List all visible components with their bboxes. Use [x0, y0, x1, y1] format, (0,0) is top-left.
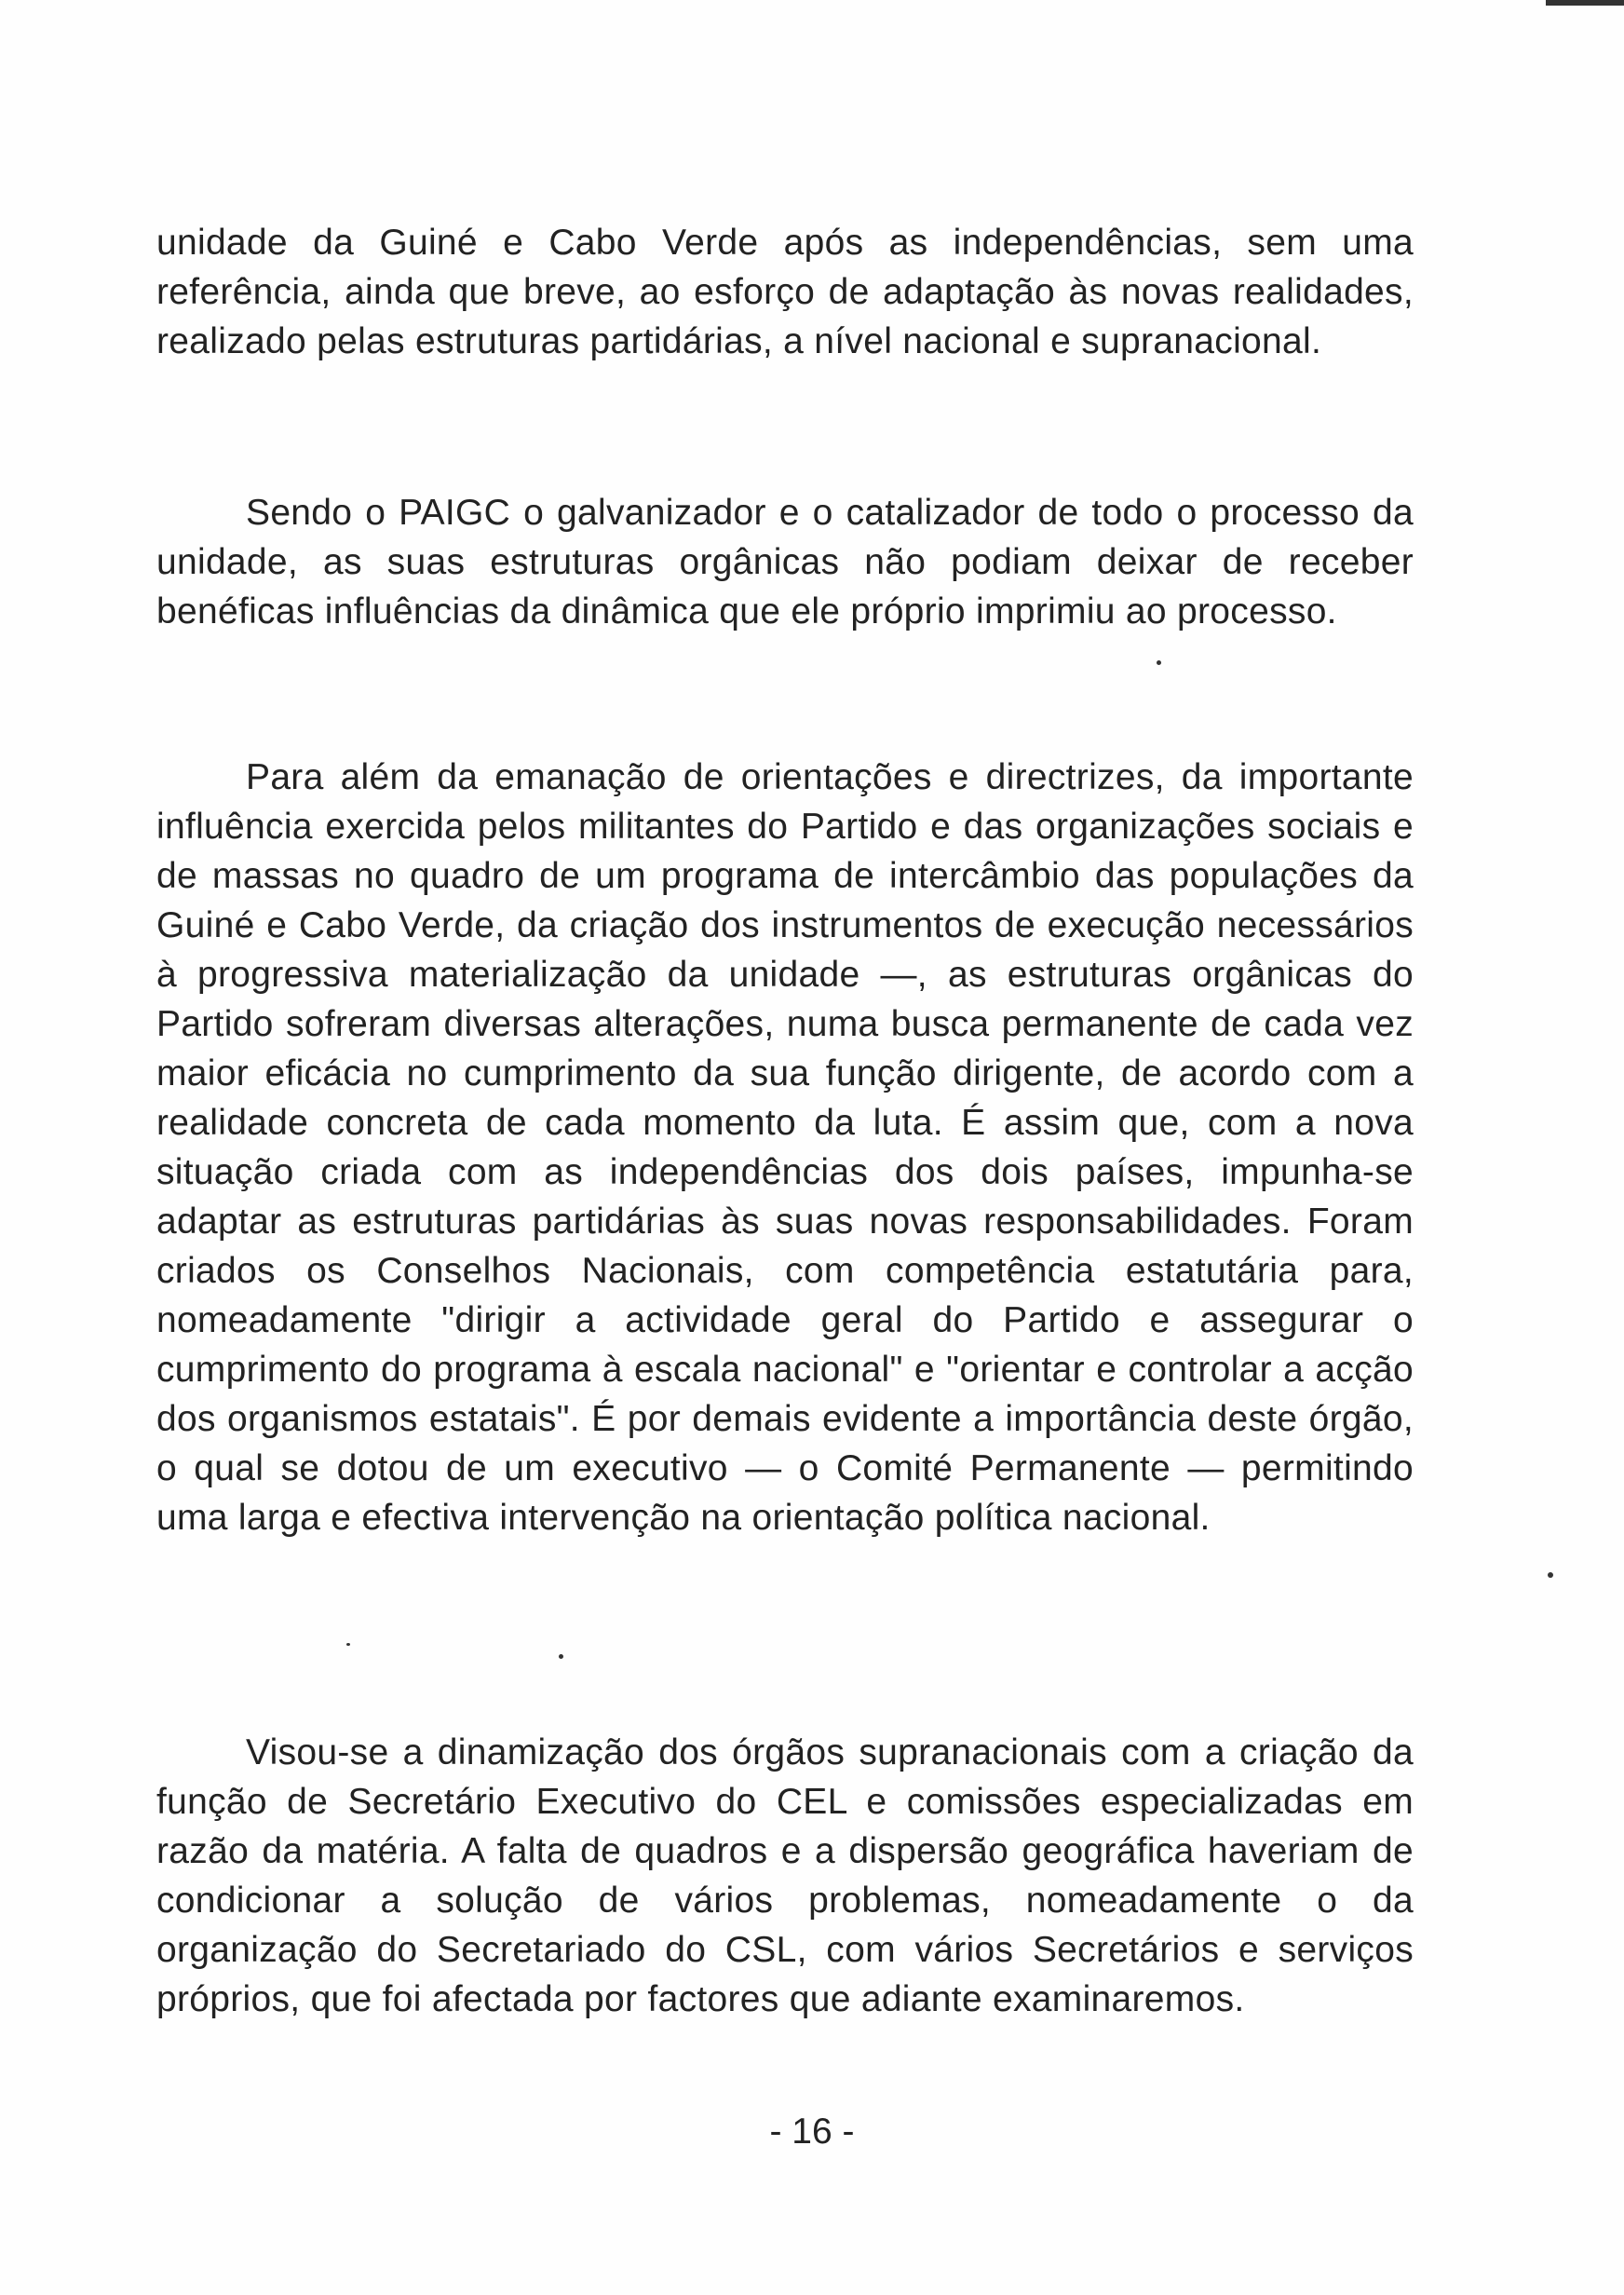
- paragraph-text: unidade da Guiné e Cabo Verde após as independências, sem uma referência, ainda que breve, ao esforço de adaptação às novas realidades, realizado pelas estruturas partidárias, a nível nacional e supranacional.: [156, 223, 1414, 361]
- paragraph-text: Para além da emanação de orientações e directrizes, da importante influência exercida pelos militantes do Partido e das organizações sociais e de massas no quadro de um programa de intercâmbio das populações da Guiné e Cabo Verde, da criação dos instrumentos de execução necessários à progressiva materialização da unidade —, as estruturas orgânicas do Partido sofreram diversas alterações, numa busca permanente de cada vez maior eficácia no cumprimento da sua função dirigente, de acordo com a realidade concreta de cada momento da luta. É assim que, com a nova situação criada com as independências dos dois países, impunha-se adaptar as estruturas partidárias às suas novas responsabilidades. Foram criados os Conselhos Nacionais, com competência estatutária para, nomeadamente "dirigir a actividade geral do Partido e assegurar o cumprimento do programa à escala nacional" e "orientar e controlar a acção dos organismos estatais". É por demais evidente a importância deste órgão, o qual se dotou de um executivo — o Comité Permanente — permitindo uma larga e efectiva intervenção na orientação política nacional.: [156, 757, 1414, 1538]
- paragraph-paigc-unity: [156, 488, 1414, 636]
- scan-speck: [346, 1643, 350, 1646]
- scan-speck: [1548, 1572, 1553, 1578]
- paragraph-text: Sendo o PAIGC o galvanizador e o catalizador de todo o processo da unidade, as suas estruturas orgânicas não podiam deixar de receber benéficas influências da dinâmica que ele próprio imprimiu ao processo.: [156, 493, 1414, 631]
- paragraph-text: Visou-se a dinamização dos órgãos supranacionais com a criação da função de Secretário Executivo do CEL e comissões especializadas em razão da matéria. A falta de quadros e a dispersão geográfica haveriam de condicionar a solução de vários problemas, nomeadamente o da organização do Secretariado do CSL, com vários Secretários e serviços próprios, que foi afectada por factores que adiante examinaremos.: [156, 1732, 1414, 2019]
- page-number: - 16 -: [769, 2112, 855, 2152]
- scan-speck: [559, 1654, 563, 1659]
- scan-speck: [1157, 660, 1161, 665]
- paragraph-continuation: [156, 218, 1414, 366]
- scan-edge-mark: [1546, 0, 1624, 6]
- paragraph-party-structures: [156, 753, 1414, 1542]
- paragraph-supranational-organs: [156, 1728, 1414, 2024]
